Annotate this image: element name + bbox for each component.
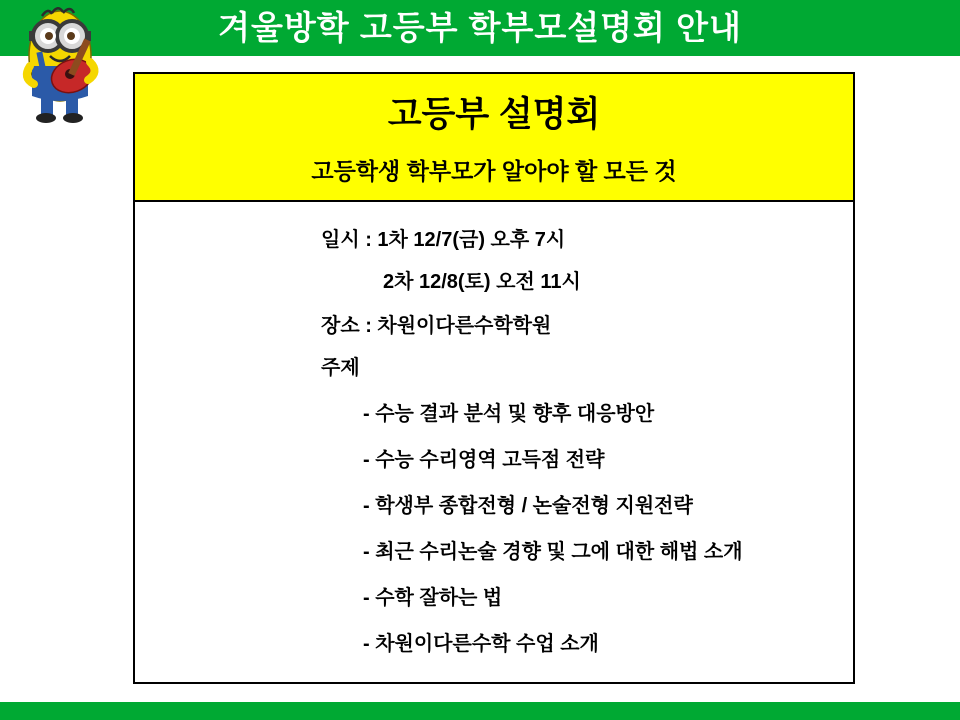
detail-topic-label: 주제 bbox=[321, 357, 360, 379]
minion-guitar-character-icon bbox=[8, 0, 118, 125]
topic-item: - 수능 결과 분석 및 향후 대응방안 bbox=[363, 403, 655, 425]
topic-item: - 수학 잘하는 법 bbox=[363, 587, 503, 609]
topic-item: - 최근 수리논술 경향 및 그에 대한 해법 소개 bbox=[363, 541, 743, 563]
card-title: 고등부 설명회 bbox=[387, 95, 601, 134]
topic-item: - 학생부 종합전형 / 논술전형 지원전략 bbox=[363, 495, 693, 517]
detail-location: 장소 : 차원이다른수학학원 bbox=[321, 315, 552, 337]
banner-title: 겨울방학 고등부 학부모설명회 안내 bbox=[218, 9, 742, 46]
detail-date-second: 2차 12/8(토) 오전 11시 bbox=[383, 271, 581, 293]
bottom-bar bbox=[0, 702, 960, 720]
top-banner bbox=[0, 0, 960, 56]
card-subtitle: 고등학생 학부모가 알아야 할 모든 것 bbox=[311, 158, 677, 184]
announcement-card bbox=[133, 72, 855, 684]
topic-item: - 수능 수리영역 고득점 전략 bbox=[363, 449, 605, 471]
card-body bbox=[135, 202, 853, 654]
detail-date-first: 일시 : 1차 12/7(금) 오후 7시 bbox=[321, 229, 566, 251]
topic-item: - 차원이다른수학 수업 소개 bbox=[363, 633, 599, 655]
card-header bbox=[135, 74, 853, 202]
